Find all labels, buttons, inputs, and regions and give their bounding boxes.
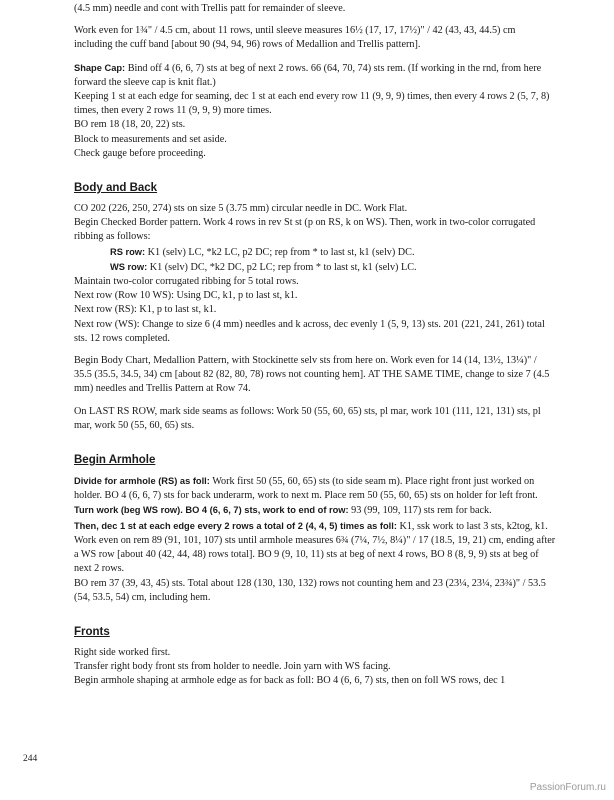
dec-text: K1, ssk work to last 3 sts, k2tog, k1. (396, 520, 548, 532)
sleeve-paragraph-2: Work even for 1¾" / 4.5 cm, about 11 rows, until sleeve measures 16½ (17, 17, 17½)" / 42 (43, 43, 44.5) cm including the cuff band [about 90 (94, 94, 96) rows of Medallion and Trellis pattern]. (74, 25, 516, 51)
turn-label: Turn work (beg WS row). BO 4 (6, 6, 7) sts, work to end of row: (74, 505, 349, 516)
armhole-paragraph-2: BO rem 37 (39, 43, 45) sts. Total about 128 (130, 130, 132) rows not counting hem and 23 (23¼, 23¼, 23¾)" / 53.5 (54, 53.5, 54) cm, including hem. (74, 577, 546, 603)
dec-paragraph (74, 519, 556, 534)
section-heading-body-back: Body and Back (74, 182, 158, 195)
page-content (74, 2, 556, 689)
sleeve-paragraph-1: (4.5 mm) needle and cont with Trellis patt for remainder of sleeve. (74, 3, 346, 14)
sleeve-line-4: Check gauge before proceeding. (74, 147, 206, 159)
turn-paragraph (74, 503, 556, 518)
armhole-paragraph-1: Work even on rem 89 (91, 101, 107) sts until armhole measures 6¾ (7¼, 7½, 8¼)" / 17 (18.5, 19, 21) cm, ending after a WS row [about 40 (42, 44, 48) rows total]. BO 9 (9, 10, 11) sts at beg of next 4 rows, BO 8 (8, 9, 9) sts at beg of next 2 rows. (74, 534, 556, 575)
body-paragraph-4: On LAST RS ROW, mark side seams as follows: Work 50 (55, 60, 65) sts, pl mar, work 101 (111, 121, 131) sts, pl mar, work 50 (55, 60, 65) sts. (74, 405, 541, 431)
sleeve-line-3: Block to measurements and set aside. (74, 133, 227, 145)
divide-label: Divide for armhole (RS) as foll: (74, 476, 210, 487)
ws-row-text: K1 (selv) DC, *k2 DC, p2 LC; rep from * to last st, k1 (selv) LC. (147, 261, 417, 273)
fronts-line-2: Transfer right body front sts from holder to needle. Join yarn with WS facing. (74, 661, 391, 673)
shape-cap-paragraph (74, 61, 556, 90)
page-number: 244 (23, 754, 38, 764)
body-paragraph-2: Begin Checked Border pattern. Work 4 rows in rev St st (p on RS, k on WS). Then, work in two-color corrugated ribbing as follows: (74, 217, 536, 243)
turn-text: 93 (99, 109, 117) sts rem for back. (348, 505, 492, 517)
section-heading-armhole: Begin Armhole (74, 454, 156, 467)
divide-text: Work first 50 (55, 60, 65) sts (to side seam m). Place right front just worked on holder. BO 4 (6, 6, 7) sts for back underarm, work to next m. Place rem 50 (55, 60, 65) sts on holder for left front. (74, 476, 538, 502)
dec-label: Then, dec 1 st at each edge every 2 rows a total of 2 (4, 4, 5) times as foll: (74, 520, 397, 531)
body-line-2: Next row (Row 10 WS): Using DC, k1, p to last st, k1. (74, 290, 298, 302)
shape-cap-text: Bind off 4 (6, 6, 7) sts at beg of next 2 rows. 66 (64, 70, 74) sts rem. (If working in the rnd, from here forward the sleeve cap is knit flat.) (74, 62, 542, 88)
rs-row-line (74, 245, 556, 260)
rs-row-label: RS row: (110, 246, 146, 257)
body-paragraph-1: CO 202 (226, 250, 274) sts on size 5 (3.75 mm) circular needle in DC. Work Flat. (74, 203, 408, 215)
ws-row-line (74, 260, 556, 275)
fronts-line-3: Begin armhole shaping at armhole edge as for back as foll: BO 4 (6, 6, 7) sts, then on foll WS rows, dec 1 (74, 675, 506, 687)
divide-paragraph (74, 474, 556, 503)
body-paragraph-3: Begin Body Chart, Medallion Pattern, with Stockinette selv sts from here on. Work even for 14 (14, 13½, 13¼)" / 35.5 (35.5, 34.5, 34) cm [about 82 (82, 80, 78) rows not counting hem]. AT THE SAME TIME, change to size 7 (4.5 mm) needles and Trellis Pattern at Row 74. (74, 355, 550, 395)
shape-cap-label: Shape Cap: (74, 62, 126, 73)
ws-row-label: WS row: (110, 261, 148, 272)
body-line-3: Next row (RS): K1, p to last st, k1. (74, 304, 217, 316)
section-heading-fronts: Fronts (74, 625, 110, 638)
sleeve-line-2: BO rem 18 (18, 20, 22) sts. (74, 119, 186, 131)
rs-row-text: K1 (selv) LC, *k2 LC, p2 DC; rep from * to last st, k1 (selv) DC. (145, 246, 415, 258)
watermark: PassionForum.ru (529, 782, 606, 793)
body-line-1: Maintain two-color corrugated ribbing for 5 total rows. (74, 276, 299, 288)
sleeve-line-1: Keeping 1 st at each edge for seaming, dec 1 st at each end every row 11 (9, 9, 9) times, then every 4 rows 2 (5, 7, 8) times, then every 2 rows 11 (9, 9, 9) more times. (74, 91, 550, 117)
fronts-line-1: Right side worked first. (74, 646, 171, 658)
body-line-4: Next row (WS): Change to size 6 (4 mm) needles and k across, dec evenly 1 (5, 9, 13) sts. 201 (221, 241, 261) total sts. 12 rows completed. (74, 318, 545, 344)
